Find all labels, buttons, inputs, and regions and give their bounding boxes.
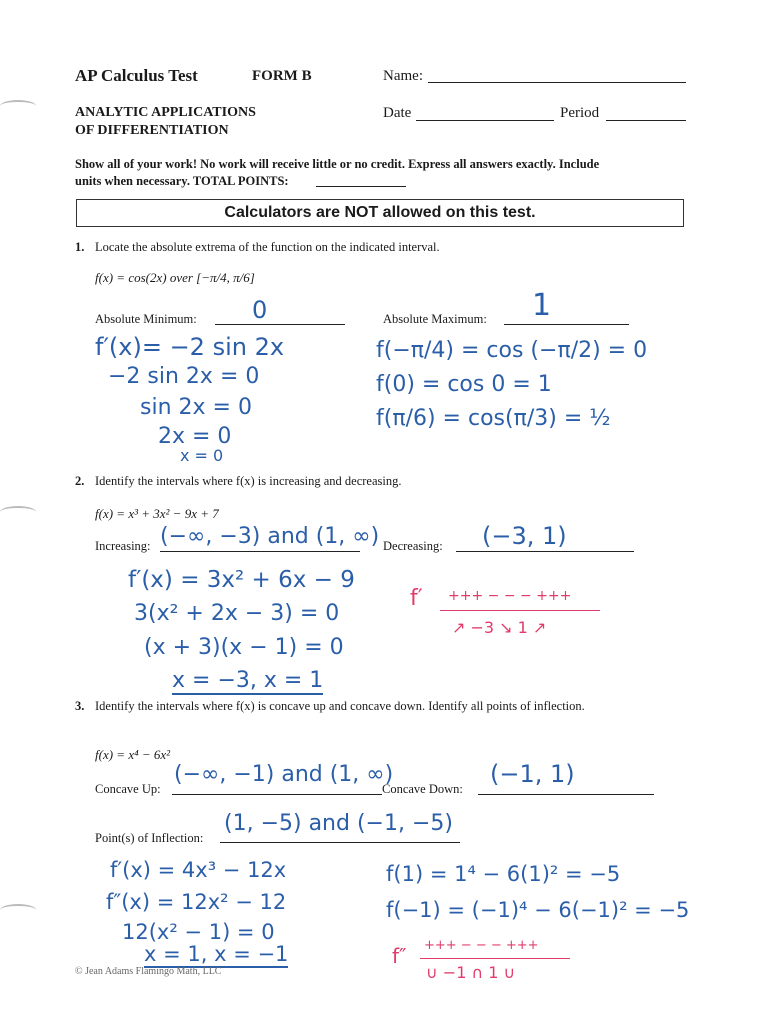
q1-max-label: Absolute Maximum: <box>383 312 487 326</box>
punch-hole <box>0 904 36 916</box>
punch-hole <box>0 506 36 518</box>
q2-work-4: x = −3, x = 1 <box>172 668 324 693</box>
unit-title-line2: OF DIFFERENTIATION <box>75 123 229 138</box>
q3-sign-chart-bottom: ∪ −1 ∩ 1 ∪ <box>426 963 516 982</box>
q2-sign-chart-label: f′ <box>410 586 423 611</box>
q3-concave-up-answer: (−∞, −1) and (1, ∞) <box>174 762 394 787</box>
q2-work-2: 3(x² + 2x − 3) = 0 <box>134 601 340 626</box>
q2-prompt: Identify the intervals where f(x) is increasing and decreasing. <box>95 474 402 488</box>
q1-min-label: Absolute Minimum: <box>95 312 197 326</box>
q1-function: f(x) = cos(2x) over [−π/4, π/6] <box>95 270 255 285</box>
banner-text: Calculators are NOT allowed on this test. <box>224 204 536 221</box>
instructions-line2: units when necessary. TOTAL POINTS: <box>75 174 289 188</box>
instructions-line1: Show all of your work! No work will receive little or no credit. Express all answers exactly. Include <box>75 157 600 171</box>
total-points-field[interactable] <box>316 174 406 187</box>
q1-eval-3: f(π/6) = cos(π/3) = ½ <box>376 406 611 431</box>
q3-work-3: 12(x² − 1) = 0 <box>122 920 275 944</box>
date-field[interactable] <box>416 106 554 121</box>
q3-sign-chart-top: +++ − − − +++ <box>424 938 539 953</box>
q3-concave-down-answer: (−1, 1) <box>490 760 575 788</box>
q3-work-2: f″(x) = 12x² − 12 <box>106 890 287 914</box>
test-title: AP Calculus Test <box>75 66 198 85</box>
q2-sign-chart-axis <box>440 610 600 611</box>
q3-number: 3. <box>75 699 85 713</box>
q1-number: 1. <box>75 240 85 254</box>
q1-prompt: Locate the absolute extrema of the function on the indicated interval. <box>95 240 440 254</box>
q1-min-field[interactable] <box>215 310 345 325</box>
q1-max-answer: 1 <box>532 288 552 323</box>
q3-eval-2: f(−1) = (−1)⁴ − 6(−1)² = −5 <box>386 898 690 922</box>
q1-work-2: −2 sin 2x = 0 <box>108 364 260 389</box>
q2-function: f(x) = x³ + 3x² − 9x + 7 <box>95 506 219 521</box>
q3-work-4: x = 1, x = −1 <box>144 942 289 966</box>
name-field[interactable] <box>428 68 686 83</box>
q3-sign-chart-label: f″ <box>392 944 407 968</box>
q2-increasing-label: Increasing: <box>95 539 151 553</box>
q3-work-1: f′(x) = 4x³ − 12x <box>110 858 287 882</box>
q1-min-answer: 0 <box>252 296 268 324</box>
q3-concave-down-label: Concave Down: <box>382 782 463 796</box>
q2-decreasing-label: Decreasing: <box>383 539 443 553</box>
name-label: Name: <box>383 68 423 84</box>
q2-work-3: (x + 3)(x − 1) = 0 <box>144 635 344 660</box>
date-label: Date <box>383 105 412 121</box>
calculator-banner <box>76 199 684 227</box>
q3-concave-up-label: Concave Up: <box>95 782 161 796</box>
q2-sign-chart-top: +++ − − − +++ <box>448 588 572 604</box>
q1-work-5: x = 0 <box>180 446 224 465</box>
punch-hole <box>0 100 36 112</box>
q3-eval-1: f(1) = 1⁴ − 6(1)² = −5 <box>386 862 621 886</box>
q2-number: 2. <box>75 474 85 488</box>
q1-eval-2: f(0) = cos 0 = 1 <box>376 372 552 397</box>
q2-work-1: f′(x) = 3x² + 6x − 9 <box>128 567 355 593</box>
q1-work-4: 2x = 0 <box>158 424 232 449</box>
q1-eval-1: f(−π/4) = cos (−π/2) = 0 <box>376 338 648 363</box>
q1-work-3: sin 2x = 0 <box>140 395 252 420</box>
q2-increasing-answer: (−∞, −3) and (1, ∞) <box>160 524 380 549</box>
period-label: Period <box>560 105 600 121</box>
q1-max-field[interactable] <box>504 310 629 325</box>
copyright-footer: © Jean Adams Flamingo Math, LLC <box>75 966 222 977</box>
q2-decreasing-answer: (−3, 1) <box>482 522 567 550</box>
unit-title-line1: ANALYTIC APPLICATIONS <box>75 105 256 120</box>
q3-inflection-answer: (1, −5) and (−1, −5) <box>224 811 453 836</box>
q2-sign-chart-bottom: ↗ −3 ↘ 1 ↗ <box>452 618 547 637</box>
q3-sign-chart-axis <box>420 958 570 959</box>
q1-work-1: f′(x)= −2 sin 2x <box>95 333 285 361</box>
period-field[interactable] <box>606 106 686 121</box>
q3-inflection-label: Point(s) of Inflection: <box>95 831 204 845</box>
q3-function: f(x) = x⁴ − 6x² <box>95 747 171 762</box>
q3-prompt: Identify the intervals where f(x) is concave up and concave down. Identify all points of inflection. <box>95 699 585 713</box>
form-label: FORM B <box>252 68 312 84</box>
